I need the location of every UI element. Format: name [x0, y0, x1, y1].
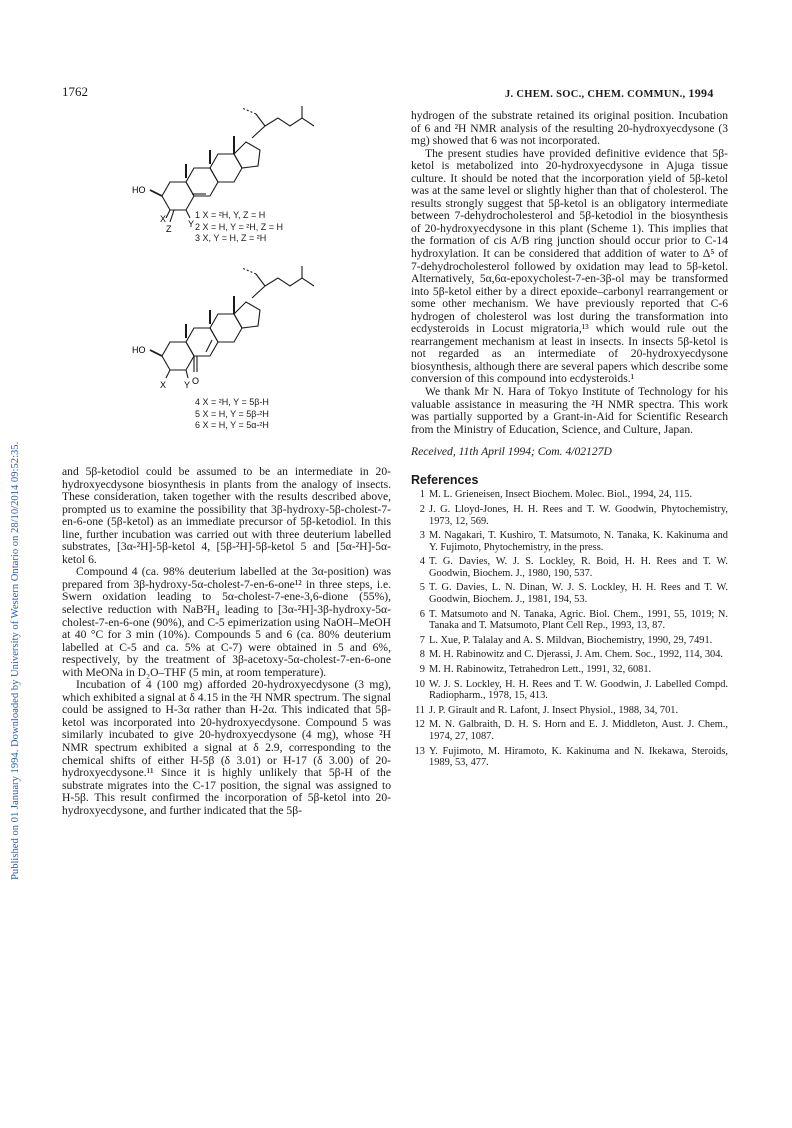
- reference-number: 13: [414, 745, 425, 757]
- acknowledgements: We thank Mr N. Hara of Tokyo Institute of Technology for his valuable assistance in measuring the ²H NMR spectra. This work was partially supported by a Grant-in-Aid for Scientific Research from the Ministry of Education, Science, and Culture, Japan.: [411, 385, 728, 436]
- paragraph: hydrogen of the substrate retained its original position. Incubation of 6 and ²H NMR analysis of the resulting 20-hydroxyecdysone (3 mg) showed that 6 was not incorporated.: [411, 109, 728, 148]
- caption-line: 2 X = H, Y = ²H, Z = H: [195, 221, 283, 232]
- journal-name: J. CHEM. SOC., CHEM. COMMUN.,: [505, 89, 686, 100]
- reference-item: [411, 664, 728, 676]
- atom-o-2: O: [192, 376, 200, 386]
- journal-year: 1994: [688, 86, 714, 100]
- paragraph: Incubation of 4 (100 mg) afforded 20-hydroxyecdysone (3 mg), which exhibited a signal at δ 4.15 in the ²H NMR spectrum. The signal could be assigned to H-3α rather than H-2α. This indicated that 5β-ketol was incorporated into 20-hydroxyecdysone. Compound 5 was similarly incubated to give 20-hydroxyecdysone (4 mg), whose ²H NMR spectrum exhibited a signal at δ 2.9, corresponding to the chemical shifts of either H-5β (δ 3.01) or H-17 (δ 3.00) of 20-hydroxyecdysone.¹¹ Since it is highly unlikely that 5β-H of the substrate migrates into the C-17 position, the signal was assigned to H-5β. This result confirmed the incorporation of 5β-ketol into 20-hydroxyecdysone, and further indicated that the 5β-: [62, 678, 391, 817]
- reference-item: [411, 719, 728, 742]
- caption-line: 6 X = H, Y = 5α-²H: [195, 420, 269, 430]
- reference-item: [411, 746, 728, 769]
- paragraph: and 5β-ketodiol could be assumed to be an intermediate in 20-hydroxyecdysone biosynthesis in plants from the analogy of insects. These consideration, taken together with the results described above, prompted us to examine the possibility that 3β-hydroxy-5β-cholest-7-en-6-one (5β-ketol) as an immediate precursor of 5β-ketodiol. In this line, further incubation was carried out with three deuterium labelled substrates, [3α-²H]-5β-ketol 4, [5β-²H]-5β-ketol 5 and [5α-²H]-5α-ketol 6.: [62, 465, 391, 566]
- atom-ho-2: HO: [132, 345, 146, 355]
- reference-item: [411, 556, 728, 579]
- reference-number: 12: [414, 719, 425, 731]
- references-title: References: [411, 472, 479, 487]
- atom-y-2: Y: [184, 380, 191, 390]
- caption-line: 1 X = ²H, Y, Z = H: [195, 210, 266, 220]
- atom-x-1: X: [160, 214, 167, 224]
- reference-text: Y. Fujimoto, M. Hiramoto, K. Kakinuma and N. Ikekawa, Steroids, 1989, 53, 477.: [429, 745, 728, 769]
- reference-number: 3: [419, 530, 425, 542]
- references-list: [411, 489, 728, 768]
- reference-text: T. Matsumoto and N. Tanaka, Agric. Biol. Chem., 1991, 55, 1019; N. Tanaka and T. Matsumoto, Plant Cell Rep., 1993, 13, 87.: [429, 608, 728, 632]
- reference-item: [411, 504, 728, 527]
- reference-text: M. H. Rabinowitz, Tetrahedron Lett., 1991, 32, 6081.: [429, 664, 652, 676]
- reference-text: T. G. Davies, W. J. S. Lockley, R. Boid, H. H. Rees and T. W. Goodwin, Biochem. J., 1980, 190, 537.: [429, 556, 728, 579]
- reference-text: J. P. Girault and R. Lafont, J. Insect Physiol., 1988, 34, 701.: [429, 704, 679, 716]
- reference-text: M. H. Rabinowitz and C. Djerassi, J. Am. Chem. Soc., 1992, 114, 304.: [429, 649, 724, 661]
- page-number: 1762: [62, 84, 88, 99]
- reference-item: [411, 582, 728, 605]
- left-column: [62, 466, 391, 817]
- reference-item: [411, 489, 728, 501]
- reference-item: [411, 530, 728, 553]
- reference-text: M. Nagakari, T. Kushiro, T. Matsumoto, N. Tanaka, K. Kakinuma and Y. Fujimoto, Phytochemistry, in the press.: [429, 530, 728, 553]
- reference-number: 1: [419, 489, 425, 501]
- reference-item: [411, 705, 728, 717]
- reference-text: L. Xue, P. Talalay and A. S. Mildvan, Biochemistry, 1990, 29, 7491.: [429, 634, 713, 646]
- reference-number: 5: [419, 582, 425, 594]
- reference-text: T. G. Davies, L. N. Dinan, W. J. S. Lockley, H. H. Rees and T. W. Goodwin, Biochem. J., 1981, 194, 53.: [429, 582, 728, 606]
- reference-number: 9: [419, 664, 425, 676]
- caption-line: 5 X = H, Y = 5β-²H: [195, 408, 269, 419]
- reference-item: [411, 649, 728, 661]
- caption-line: 3 X, Y = H, Z = ²H: [195, 233, 267, 243]
- received-line: Received, 11th April 1994; Com. 4/02127D: [411, 445, 612, 459]
- structures-figure: [130, 100, 330, 450]
- reference-text: J. G. Lloyd-Jones, H. H. Rees and T. W. Goodwin, Phytochemistry, 1973, 12, 569.: [429, 503, 728, 527]
- structure-2-drawing: [130, 260, 330, 400]
- reference-number: 2: [419, 503, 425, 515]
- paragraph: The present studies have provided definitive evidence that 5β-ketol is metabolized into 20-hydroxyecdysone in Ajuga tissue culture. It should be noted that the incorporation yield of 5β-ketol was at the same level or slightly higher than that of cholesterol. The results strongly suggest that 5β-ketol is an obligatory intermediate between 7-dehydrocholesterol and 5β-ketodiol in the biosynthesis of 20-hydroxyecdysone in this plant (Scheme 1). This implies that the formation of cis A/B ring junction should occur prior to C-14 hydroxylation. It can be considered that addition of water to Δ⁵ of 7-dehydrocholesterol followed by oxidation may lead to 5β-ketol. Alternatively, 5α,6α-epoxycholest-7-en-3β-ol may be transformed into 5β-ketol either by a direct epoxide–carbonyl rearrangement or some other mechanism. We have previously reported that C-6 hydrogen of cholesterol was lost during the transformation into ecdysteroids in Locust migratoria,¹³ which would rule out the rearrangement mechanism at least in insects. In insects 5β-ketol is not regarded as an intermediate of 20-hydroxyecdysone biosynthesis, although there are several papers which describe some conversion of this compound into ecdysteroids.¹: [411, 146, 728, 386]
- structure-2-captions: [195, 397, 269, 432]
- structure-1-captions: [195, 210, 283, 245]
- reference-number: 10: [414, 678, 425, 690]
- atom-z-1: Z: [166, 224, 172, 234]
- reference-text: M. L. Grieneisen, Insect Biochem. Molec. Biol., 1994, 24, 115.: [429, 489, 693, 501]
- right-column: [411, 110, 728, 772]
- reference-text: M. N. Galbraith, D. H. S. Horn and E. J. Middleton, Aust. J. Chem., 1974, 27, 1087.: [429, 719, 728, 742]
- reference-item: [411, 609, 728, 632]
- reference-number: 6: [419, 608, 425, 620]
- side-note: [0, 220, 22, 880]
- reference-number: 7: [419, 634, 425, 646]
- reference-item: [411, 635, 728, 647]
- reference-number: 8: [419, 649, 425, 661]
- reference-number: 11: [414, 704, 425, 716]
- atom-x-2: X: [160, 380, 167, 390]
- atom-ho-1: HO: [132, 185, 146, 195]
- paragraph: Compound 4 (ca. 98% deuterium labelled at the 3α-position) was prepared from 3β-hydroxy-5α-cholest-7-en-6-one¹² in three steps, i.e. Swern oxidation leading to 5α-cholest-7-ene-3,6-dione (55%), selective reduction with NaB²H₄ leading to [3α-²H]-3β-hydroxy-5α-cholest-7-en-6-one (90%), and C-5 epimerization using NaOH–MeOH at 40 °C for 3 min (10%). Compounds 5 and 6 (ca. 80% deuterium labelled at C-5 and ca. 5% at C-7) were obtained in 5 and 6%, respectively, by the treatment of 3β-acetoxy-5α-cholest-7-en-6-one with MeONa in D₂O–THF (5 min, at room temperature).: [62, 565, 391, 679]
- reference-number: 4: [419, 556, 425, 568]
- reference-item: [411, 679, 728, 702]
- reference-text: W. J. S. Lockley, H. H. Rees and T. W. Goodwin, J. Labelled Compd. Radiopharm., 1978, 15, 413.: [429, 678, 728, 702]
- atom-y-1: Y: [188, 219, 195, 229]
- running-head: [505, 86, 714, 101]
- caption-line: 4 X = ²H, Y = 5β-H: [195, 397, 269, 407]
- download-notice[interactable]: Published on 01 January 1994. Downloaded by University of Western Ontario on 28/10/2014 09:52:35.: [10, 441, 21, 880]
